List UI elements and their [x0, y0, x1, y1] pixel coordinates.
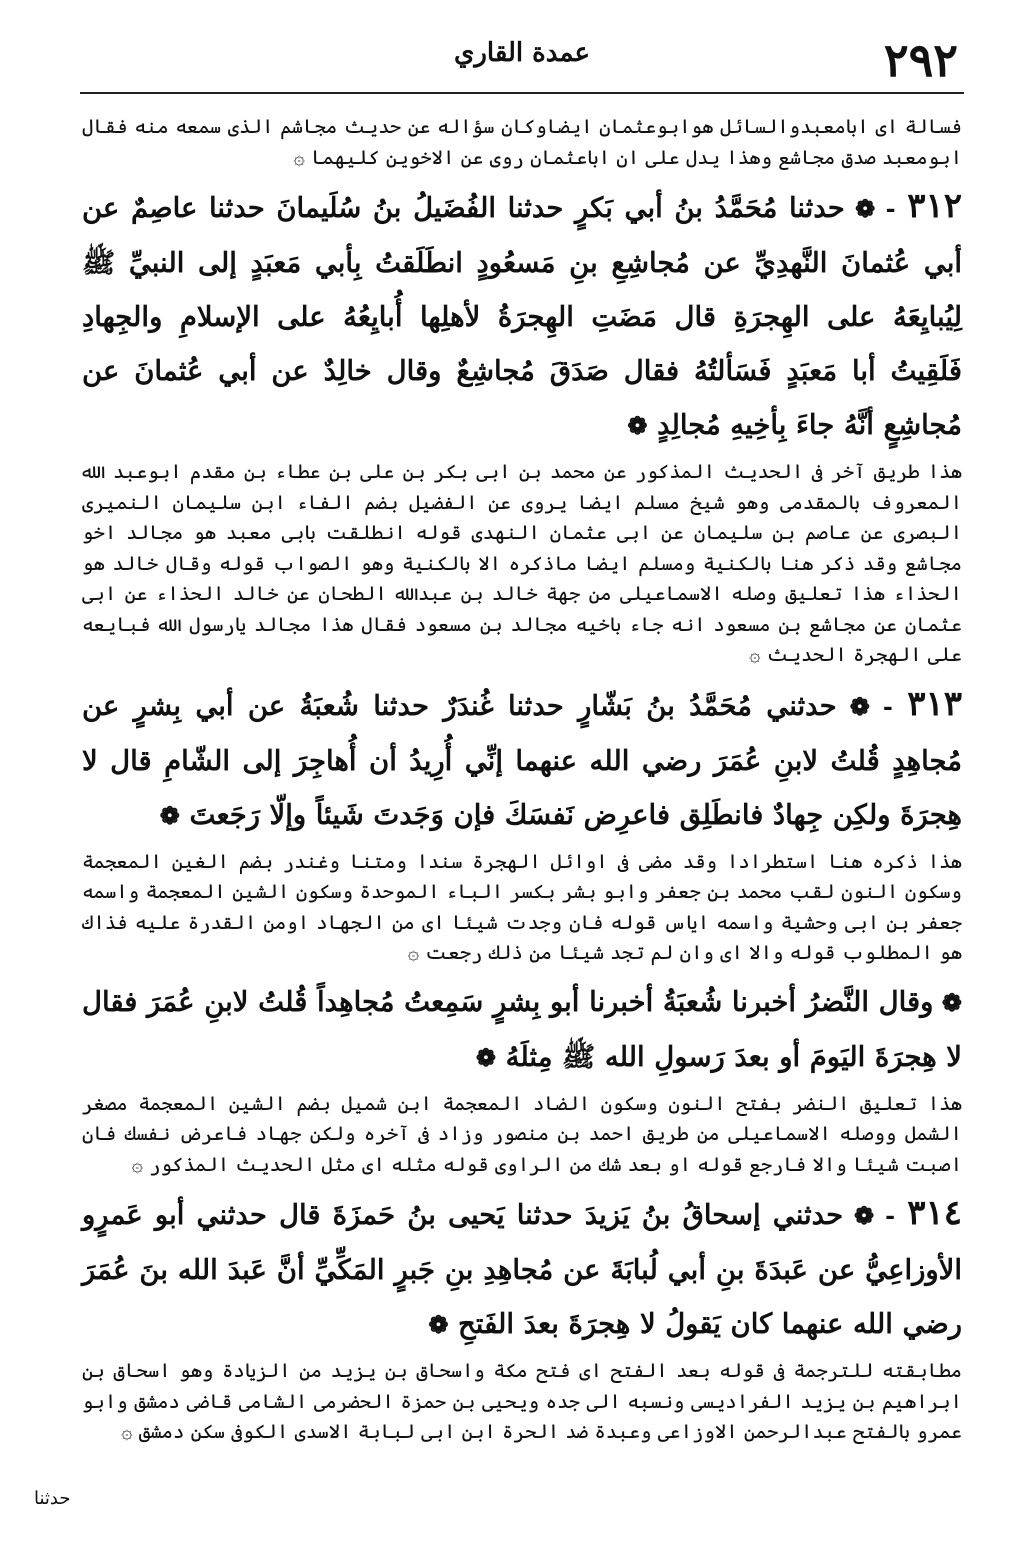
- running-title: عمدة القاري: [454, 38, 590, 68]
- end-mark: ❁: [627, 411, 648, 440]
- page-number: ٢٩٢: [883, 33, 958, 87]
- hadith-paragraph: [82, 1186, 962, 1352]
- book-page: [62, 28, 982, 1518]
- end-mark: ❁: [475, 1042, 496, 1072]
- commentary-paragraph: هذا ذکره هنا استطرادا وقد مضی فی اوائل الهجرة سندا ومتنا وغندر بضم الغین المعجمة وسکون النون لقب محمد بن جعفر وابو بشر بکسر الباء الموحدة وسکون الشین المعجمة واسمه جعفر بن ابی وحشیة واسمه ایاس قوله فان وجدت شیئا ای من الجهاد اومن القدرة علیه فذاك هو المطلوب قوله والا ای وان لم تجد شیئا من ذلك رجعت ۞: [82, 849, 962, 964]
- hadith-text: وقال النَّضرُ أخبرنا شُعبَةُ أخبرنا أبو بِشرٍ سَمِعتُ مُجاهِداً قُلتُ لابنِ عُمَرَ فقال لا هِجرَةَ اليَومَ أو بعدَ رَسولِ الله ﷺ مِثلَهُ: [82, 985, 962, 1073]
- hadith-paragraph: [82, 179, 962, 453]
- end-mark: ❁: [428, 1310, 449, 1339]
- dash-mark: - ❁: [843, 1201, 896, 1230]
- dash-mark: - ❁: [836, 691, 893, 721]
- hadith-text: حدثني مُحَمَّدُ بنُ بَشّارٍ حدثنا غُندَرٌ حدثنا شُعبَةُ عن أبي بِشرٍ عن مُجاهِدٍ قُلتُ لابنِ عُمَرَ رضي الله عنهما إنِّي أُرِيدُ أن أُهاجِرَ إلى الشّامِ قال لا هِجرَةَ ولكِن جِهادٌ فانطَلِق فاعرِض نَفسَكَ فإن وَجَدتَ شَيئاً وإلّا رَجَعتَ: [82, 689, 962, 831]
- hadith-paragraph: [82, 975, 962, 1085]
- catchword: حدثنا: [34, 1488, 71, 1509]
- page-body: [82, 112, 962, 1478]
- hadith-number: ٣١٢: [907, 186, 963, 226]
- page-header: [62, 28, 982, 92]
- hadith-number: ٣١٣: [907, 683, 963, 724]
- hadith-paragraph: [82, 677, 962, 843]
- commentary-paragraph: هذا طریق آخر فی الحدیث المذکور عن محمد بن ابی بکر بن علی بن عطاء بن مقدم ابوعبد الله المعروف بالمقدمی وهو شیخ مسلم ایضا یروی عن الفضیل بضم الفاء ابن سلیمان النمیری البصری عن عاصم بن سلیمان عن ابی عثمان النهدی قوله انطلقت بابی معبد هو مجالد اخو مجاشع وقد ذکر هنا بالکنیة ومسلم ایضا ماذکره الا بالکنیة وهو الصواب قوله وقال خالد هو الحذاء هذا تعلیق وصله الاسماعیلی من جهة خالد بن عبدالله الطحان عن خالد الحذاء عن ابی عثمان عن مجاشع بن مسعود انه جاء باخیه مجالد بن مسعود فقال هذا مجالد یارسول الله فبایعه علی الهجرة الحدیث ۞: [82, 460, 962, 666]
- commentary-paragraph: مطابقته للترجمة فی قوله بعد الفتح ای فتح مکة واسحاق بن یزید من الزیادة وهو اسحاق بن ابراهیم بن یزید الفرادیسی ونسبه الی جده ویحیی بن حمزة الحضرمی الشامی قاضی دمشق وابو عمرو بالفتح عبدالرحمن الاوزاعی وعبدة ضد الحرة ابن ابی لبابة الاسدی الکوفی سکن دمشق ۞: [82, 1359, 962, 1443]
- start-mark: ❁: [933, 987, 962, 1017]
- dash-mark: - ❁: [844, 194, 896, 223]
- commentary-paragraph: هذا تعلیق النضر بفتح النون وسکون الضاد المعجمة ابن شمیل بضم الشین المعجمة مصغر الشمل ووصله الاسماعیلی من طریق احمد بن منصور وزاد فی آخره ولکن جهاد فاعرض نفسك فان اصبت شیئا والا فارجع قوله او بعد شك من الراوی قوله مثله ای مثل الحدیث المذکور ۞: [82, 1091, 962, 1176]
- hadith-number: ٣١٤: [907, 1193, 963, 1233]
- commentary-paragraph: فسالة ای ابامعبدوالسائل هوابوعثمان ایضاوکان سؤاله عن حدیث مجاشم الذی سمعه منه فقال ابومعبد صدق مجاشع وهذا یدل علی ان اباعثمان روی عن الاخوین کلیهما ۞: [82, 115, 962, 169]
- header-rule: [80, 92, 964, 94]
- hadith-text: حدثني إسحاقُ بنُ يَزيدَ حدثنا يَحيى بنُ حَمزَةَ قال حدثني أبو عَمرٍو الأوزاعِيُّ عن عَبدَةَ بنِ أبي لُبابَةَ عن مُجاهِدِ بنِ جَبرٍ المَكِّيِّ أنَّ عَبدَ الله بنَ عُمَرَ رضي الله عنهما كان يَقولُ لا هِجرَةَ بعدَ الفَتحِ: [82, 1199, 962, 1340]
- end-mark: ❁: [159, 800, 180, 830]
- hadith-text: حدثنا مُحَمَّدُ بنُ أبي بَكرٍ حدثنا الفُضَيلُ بنُ سُلَيمانَ حدثنا عاصِمٌ عن أبي عُثمانَ النَّهدِيِّ عن مُجاشِعِ بنِ مَسعُودٍ انطَلَقتُ بِأبي مَعبَدٍ إلى النبيِّ ﷺ لِيُبايِعَهُ على الهِجرَةِ قال مَضَتِ الهِجرَةُ لأهلِها أُبايِعُهُ على الإسلامِ والجِهادِ فَلَقِيتُ أبا مَعبَدٍ فَسَألتُهُ فقال صَدَقَ مُجاشِعٌ وقال خالِدٌ عن أبي عُثمانَ عن مُجاشِعٍ أنَّهُ جاءَ بِأخِيهِ مُجالِدٍ: [82, 192, 962, 441]
